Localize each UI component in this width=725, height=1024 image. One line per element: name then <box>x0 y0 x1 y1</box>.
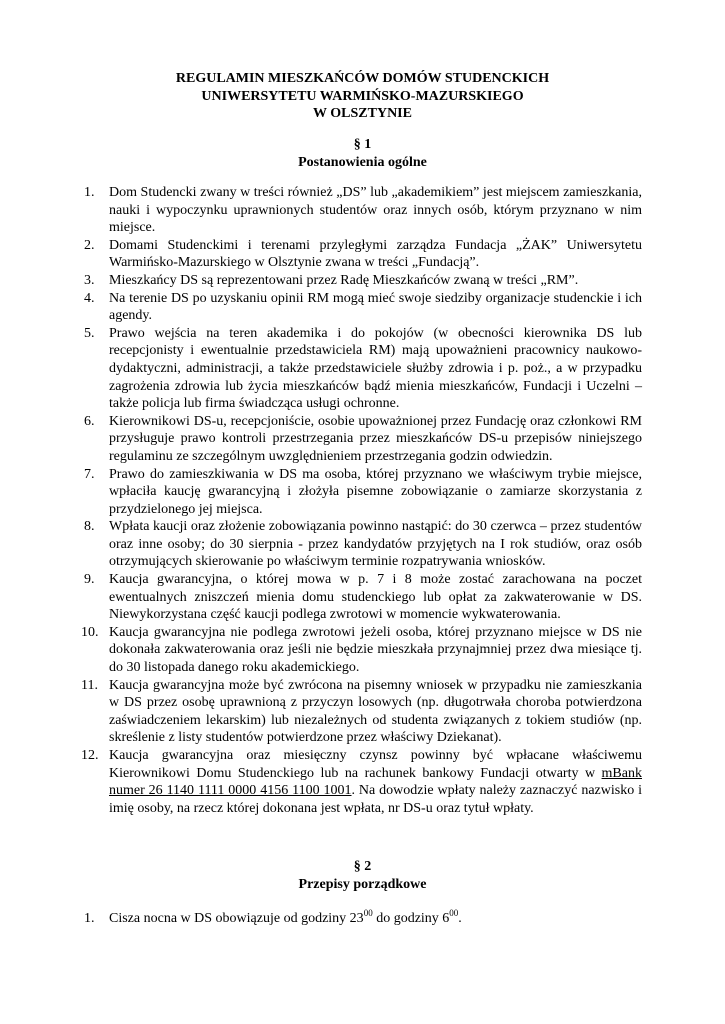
list-item: 10. Kaucja gwarancyjna nie podlega zwrotowi jeżeli osoba, której przyznano miejsce w DS nie dokonała zakwaterowania oraz jeśli nie będzie mieszkała przynajmniej przez dwa miesiące tj. do 30 listopada danego roku akademickiego. <box>81 624 642 676</box>
document-title <box>0 70 725 123</box>
list-item: 2. Domami Studenckimi i terenami przyległymi zarządza Fundacja „ŻAK” Uniwersytetu Warmińsko-Mazurskiego w Olsztynie zwana w treści „Fundacją”. <box>84 237 642 271</box>
section-2-list <box>84 910 642 928</box>
list-item: 8. Wpłata kaucji oraz złożenie zobowiązania powinno nastąpić: do 30 czerwca – przez studentów oraz inne osoby; do 30 sierpnia - przez kandydatów przyjętych na I rok studiów, oraz osób otrzymujących skierowanie po właściwym terminie rozpatrywania wniosków. <box>84 519 642 570</box>
list-item: 6. Kierownikowi DS-u, recepcjoniście, osobie upoważnionej przez Fundację oraz członkowi RM przysługuje prawo kontroli przestrzegania przez mieszkańców DS-u przepisów niniejszego regulaminu ze szczególnym uwzględnieniem przestrzegania godzin odwiedzin. <box>84 413 642 464</box>
list-item: 5. Prawo wejścia na teren akademika i do pokojów (w obecności kierownika DS lub recepcjonisty i ewentualnie przedstawiciela RM) mają upoważnieni pracownicy naukowo-dydaktyczni, administracji, a także przedstawiciele służby zdrowia i p. poż., a w przypadku zagrożenia zdrowia lub życia mieszkańców bądź mienia mieszkańców, Fundacji i Uczelni – także policja lub firma świadcząca usługi ochronne. <box>84 325 642 412</box>
list-item: 1. Cisza nocna w DS obowiązuje od godziny $23^{00}$ do godziny $6^{00}$. <box>84 908 462 926</box>
section-1-header <box>0 136 725 171</box>
list-item: 9. Kaucja gwarancyjna, o której mowa w p. 7 i 8 może zostać zarachowana na poczet ewentualnych zniszczeń mienia domu studenckiego lub opłat za zakwaterowanie w DS. Niewykorzystana część kaucji podlega zwrotowi w momencie wykwaterowania. <box>84 572 642 623</box>
section-heading: Przepisy porządkowe <box>298 876 427 892</box>
list-item: 4. Na terenie DS po uzyskaniu opinii RM mogą mieć swoje siedziby organizacje studenckie i ich agendy. <box>84 290 642 324</box>
list-item: 7. Prawo do zamieszkiwania w DS ma osoba, której przyznano we właściwym trybie miejsce, wpłaciła kaucję gwarancyjną i złożyła pisemne zobowiązanie o zamiarze skorzystania z przydzielonego jej miejsca. <box>84 466 642 517</box>
title-line: W OLSZTYNIE <box>313 106 412 122</box>
bank-account-link[interactable]: mBank numer 26 1140 1111 0000 4156 1100 1001 <box>109 765 642 799</box>
list-item: 1. Dom Studencki zwany w treści również „DS” lub „akademikiem” jest miejscem zamieszkania, nauki i wypoczynku uprawnionych studentów oraz innych osób, którym przyznano w nim miejsce. <box>84 185 642 236</box>
section-number: § 2 <box>353 859 372 874</box>
title-line: UNIWERSYTETU WARMIŃSKO-MAZURSKIEGO <box>201 88 524 104</box>
list-item: 12. Kaucja gwarancyjna oraz miesięczny czynsz powinny być wpłacane właściwemu Kierownikowi Domu Studenckiego lub na rachunek bankowy Fundacji otwarty w mBank numer 26 1140 1111 0000 4156 1100 1001. Na dowodzie wpłaty należy zaznaczyć nazwisko i imię osoby, na rzecz której dokonana jest wpłata, nr DS-u oraz tytuł wpłaty. <box>81 748 643 816</box>
section-2-header <box>0 858 725 893</box>
title-line: REGULAMIN MIESZKAŃCÓW DOMÓW STUDENCKICH <box>175 71 550 86</box>
list-item: 11. Kaucja gwarancyjna może być zwrócona na pisemny wniosek w przypadku nie zamieszkania w DS przez osobę uprawnioną z przyczyn losowych (np. długotrwała choroba potwierdzona zaświadczeniem lekarskim) lub niezależnych od studenta związanych z tokiem studiów (np. skreślenie z listy studentów potwierdzone przez właściwy Dziekanat). <box>81 677 642 746</box>
section-1-list <box>81 184 643 817</box>
section-number: § 1 <box>353 137 372 152</box>
section-heading: Postanowienia ogólne <box>298 154 427 170</box>
list-item: 3. Mieszkańcy DS są reprezentowani przez Radę Mieszkańców zwaną w treści „RM”. <box>84 272 579 288</box>
